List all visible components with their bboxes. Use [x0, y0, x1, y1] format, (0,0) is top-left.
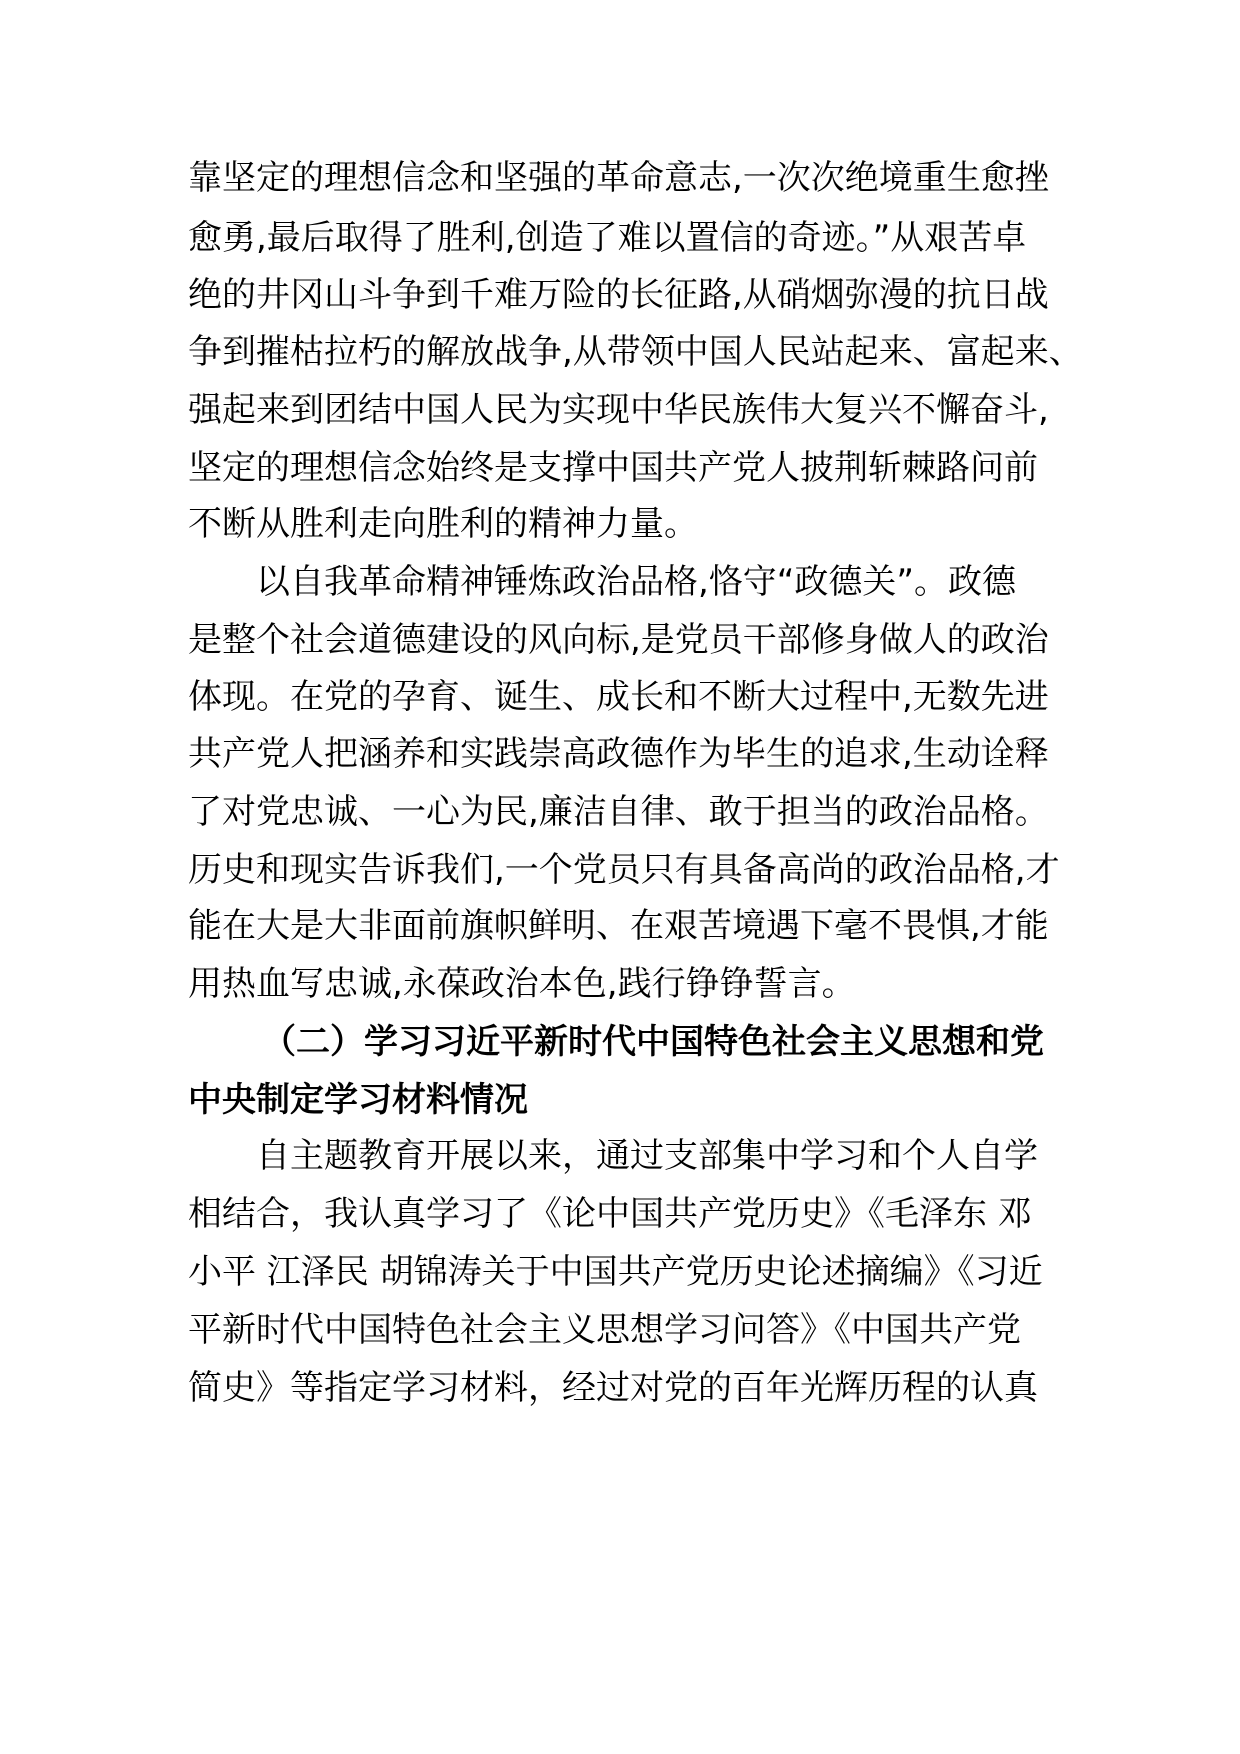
paragraph-line: 小平 江泽民 胡锦涛关于中国共产党历史论述摘编》《习近 — [188, 1252, 1043, 1292]
paragraph-line: 争到摧枯拉朽的解放战争,从带领中国人民站起来、富起来、 — [188, 332, 1083, 372]
paragraph-line: 不断从胜利走向胜利的精神力量。 — [188, 504, 698, 544]
paragraph-line: 强起来到团结中国人民为实现中华民族伟大复兴不懈奋斗, — [188, 390, 1049, 430]
paragraph-line: 自主题教育开展以来，通过支部集中学习和个人自学 — [256, 1136, 1038, 1176]
section-heading-line: （二）学习习近平新时代中国特色社会主义思想和党 — [262, 1022, 1044, 1062]
section-heading-line: 中央制定学习材料情况 — [188, 1080, 528, 1120]
paragraph-line: 能在大是大非面前旗帜鲜明、在艰苦境遇下毫不畏惧,才能 — [188, 906, 1049, 946]
paragraph-line: 历史和现实告诉我们,一个党员只有具备高尚的政治品格,才 — [188, 850, 1060, 890]
paragraph-line: 绝的井冈山斗争到千难万险的长征路,从硝烟弥漫的抗日战 — [188, 275, 1049, 315]
paragraph-line: 体现。在党的孕育、诞生、成长和不断大过程中,无数先进 — [188, 677, 1049, 717]
paragraph-line: 共产党人把涵养和实践崇高政德作为毕生的追求,生动诠释 — [188, 734, 1049, 774]
paragraph-line: 平新时代中国特色社会主义思想学习问答》《中国共产党 — [188, 1310, 1021, 1350]
paragraph-line: 了对党忠诚、一心为民,廉洁自律、敢于担当的政治品格。 — [188, 792, 1049, 832]
paragraph-line: 用热血写忠诚,永葆政治本色,践行铮铮誓言。 — [188, 964, 856, 1004]
paragraph-line: 坚定的理想信念始终是支撑中国共产党人披荆斩棘路问前 — [188, 448, 1038, 488]
paragraph-line: 愈勇,最后取得了胜利,创造了难以置信的奇迹。”从艰苦卓 — [188, 218, 1027, 258]
paragraph-line: 靠坚定的理想信念和坚强的革命意志,一次次绝境重生愈挫 — [188, 158, 1049, 198]
paragraph-line: 是整个社会道德建设的风向标,是党员干部修身做人的政治 — [188, 620, 1049, 660]
paragraph-line: 简史》等指定学习材料，经过对党的百年光辉历程的认真 — [188, 1368, 1038, 1408]
paragraph-line: 相结合，我认真学习了《论中国共产党历史》《毛泽东 邓 — [188, 1194, 1032, 1234]
paragraph-line: 以自我革命精神锤炼政治品格,恪守“政德关”。政德 — [256, 562, 1017, 602]
